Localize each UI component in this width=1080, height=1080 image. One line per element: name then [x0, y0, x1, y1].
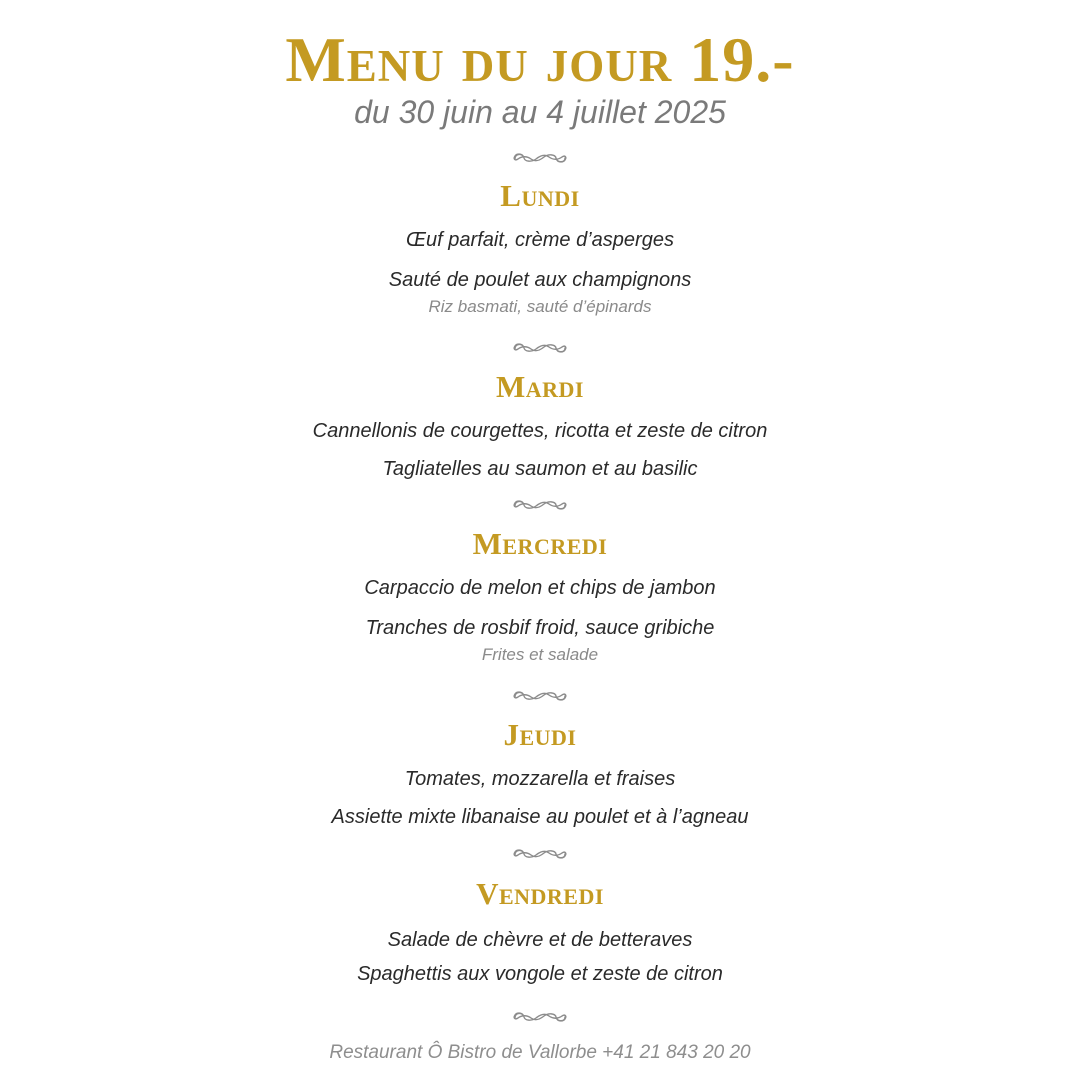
side-mercredi: Frites et salade	[481, 645, 599, 664]
day-heading-jeudi: Jeudi	[503, 717, 577, 752]
dish-lundi-1: Œuf parfait, crème d’asperges	[406, 229, 674, 251]
dish-mardi-2: Tagliatelles au saumon et au basilic	[382, 458, 698, 480]
day-heading-vendredi: Vendredi	[476, 876, 604, 911]
flourish-divider-icon	[512, 340, 568, 356]
dish-mercredi-1: Carpaccio de melon et chips de jambon	[364, 577, 716, 599]
dish-mardi-1: Cannellonis de courgettes, ricotta et zeste de citron	[312, 420, 768, 442]
day-heading-mardi: Mardi	[496, 369, 584, 404]
side-lundi: Riz basmati, sauté d’épinards	[428, 297, 652, 316]
flourish-divider-icon	[512, 688, 568, 704]
page-title: Menu du jour 19.-	[285, 24, 795, 95]
dish-vendredi-1: Salade de chèvre et de betteraves	[387, 929, 693, 951]
dish-jeudi-1: Tomates, mozzarella et fraises	[404, 768, 676, 790]
dish-lundi-2: Sauté de poulet aux champignons	[388, 269, 692, 291]
flourish-divider-icon	[512, 150, 568, 166]
flourish-divider-icon	[512, 497, 568, 513]
dish-jeudi-2: Assiette mixte libanaise au poulet et à l’agneau	[331, 806, 749, 828]
dish-mercredi-2: Tranches de rosbif froid, sauce gribiche	[365, 617, 715, 639]
day-heading-lundi: Lundi	[500, 178, 580, 213]
date-range-subtitle: du 30 juin au 4 juillet 2025	[354, 94, 726, 130]
restaurant-contact-footer: Restaurant Ô Bistro de Vallorbe +41 21 843 20 20	[329, 1042, 751, 1063]
flourish-divider-icon	[512, 846, 568, 862]
dish-vendredi-2: Spaghettis aux vongole et zeste de citron	[357, 963, 723, 985]
day-heading-mercredi: Mercredi	[472, 526, 608, 561]
flourish-divider-icon	[512, 1009, 568, 1025]
